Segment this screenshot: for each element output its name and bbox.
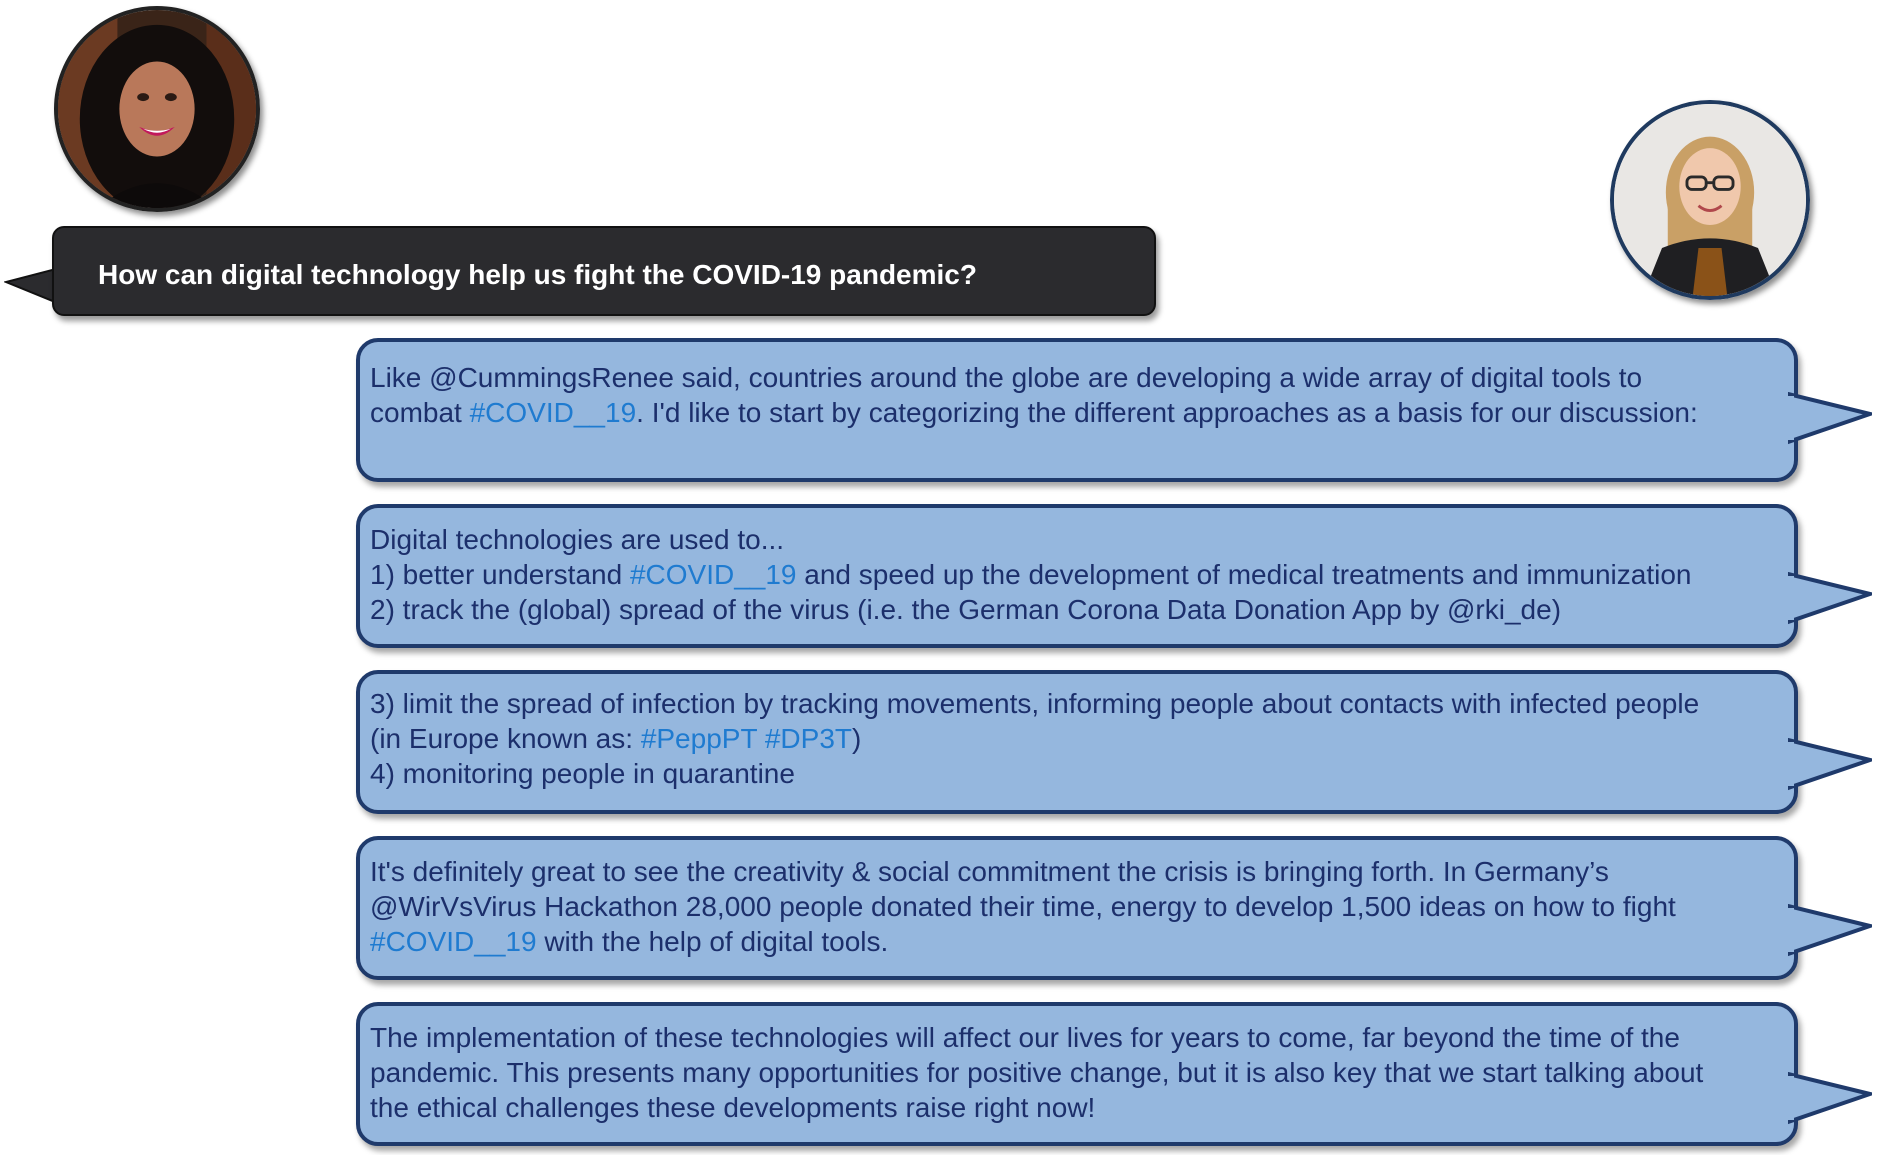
answer-bubble	[356, 670, 1798, 814]
answer-line	[370, 1090, 1780, 1125]
text-segment: Like @CummingsRenee said, countries around the globe are developing a wide array of digital tools to	[370, 362, 1643, 393]
answer-bubble-tail	[1788, 728, 1872, 798]
answer-line	[370, 395, 1780, 430]
avatar-right-portrait	[1614, 104, 1806, 296]
woman-smiling-dark-hair-avatar	[54, 6, 260, 212]
answer-line	[370, 854, 1780, 889]
text-segment: the ethical challenges these developments raise right now!	[370, 1092, 1096, 1123]
text-segment: 3) limit the spread of infection by tracking movements, informing people about contacts with infected people	[370, 688, 1700, 719]
answer-line	[370, 557, 1780, 592]
hashtag-link[interactable]: #DP3T	[764, 723, 852, 754]
text-segment: and speed up the development of medical treatments and immunization	[796, 559, 1692, 590]
answer-text	[370, 1020, 1780, 1125]
answer-bubble	[356, 1002, 1798, 1146]
text-segment: )	[852, 723, 862, 754]
answer-line	[370, 889, 1780, 924]
answer-line	[370, 686, 1780, 721]
answer-bubble-tail	[1788, 562, 1872, 632]
text-segment: (in Europe known as:	[370, 723, 641, 754]
hashtag-link[interactable]: #PeppPT	[640, 723, 758, 754]
answer-line	[370, 924, 1780, 959]
text-segment: 4) monitoring people in quarantine	[370, 758, 795, 789]
text-segment: with the help of digital tools.	[536, 926, 889, 957]
text-segment: @WirVsVirus Hackathon 28,000 people donated their time, energy to develop 1,500 ideas on how to fight	[370, 891, 1676, 922]
answer-text	[370, 686, 1780, 791]
answer-bubble	[356, 836, 1798, 980]
avatar-left-portrait	[58, 10, 256, 208]
hashtag-link[interactable]: #COVID__19	[629, 559, 797, 590]
text-segment: 1) better understand	[370, 559, 630, 590]
text-segment: combat	[370, 397, 470, 428]
text-segment: Digital technologies are used to...	[370, 524, 785, 555]
question-bubble	[52, 226, 1156, 316]
answer-line	[370, 592, 1780, 627]
text-segment: . I'd like to start by categorizing the different approaches as a basis for our discussion:	[636, 397, 1698, 428]
question-text: How can digital technology help us fight the COVID-19 pandemic?	[98, 259, 977, 290]
answer-bubble-tail	[1788, 894, 1872, 964]
answer-line	[370, 721, 1780, 756]
answer-line	[370, 360, 1780, 395]
text-segment: 2) track the (global) spread of the virus (i.e. the German Corona Data Donation App by @rki_de)	[370, 594, 1562, 625]
text-segment: The implementation of these technologies will affect our lives for years to come, far beyond the time of the	[370, 1022, 1680, 1053]
answer-line	[370, 1055, 1780, 1090]
answer-line	[370, 522, 1780, 557]
answer-line	[370, 756, 1780, 791]
answer-bubble	[356, 504, 1798, 648]
answer-line	[370, 1020, 1780, 1055]
text-segment	[757, 723, 765, 754]
woman-glasses-blonde-avatar	[1610, 100, 1810, 300]
text-segment: pandemic. This presents many opportunities for positive change, but it is also key that we start talking about	[370, 1057, 1704, 1088]
answer-text	[370, 360, 1780, 430]
answer-text	[370, 854, 1780, 959]
answer-text	[370, 522, 1780, 627]
text-segment: It's definitely great to see the creativity & social commitment the crisis is bringing forth. In Germany’s	[370, 856, 1609, 887]
answer-bubble	[356, 338, 1798, 482]
hashtag-link[interactable]: #COVID__19	[370, 926, 537, 957]
hashtag-link[interactable]: #COVID__19	[469, 397, 637, 428]
answer-bubble-tail	[1788, 1062, 1872, 1132]
answer-bubble-tail	[1788, 382, 1872, 452]
